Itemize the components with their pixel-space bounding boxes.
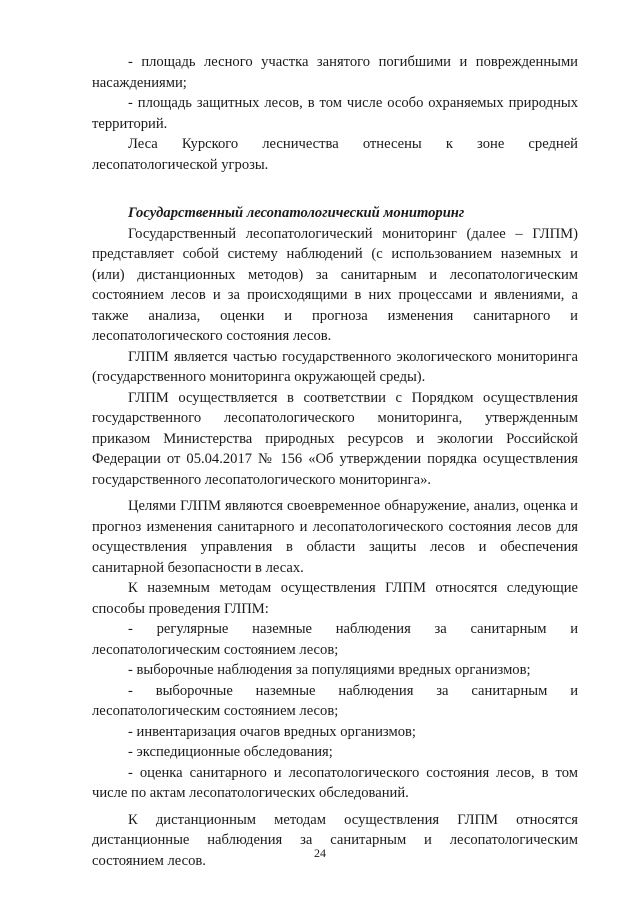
paragraph-remote-methods: К дистанционным методам осуществления ГЛПМ относятся дистанционные наблюдения за санитарным и лесопатологическим состоянием лесов. (92, 811, 578, 869)
list-item: - регулярные наземные наблюдения за санитарным и лесопатологическим состоянием лесов; (92, 621, 578, 658)
page-number: 24 (314, 846, 326, 860)
paragraph-glpm-definition: Государственный лесопатологический мониторинг (далее – ГЛПМ) представляет собой систему наблюдений (с использованием наземных и (или) дистанционных методов) за санитарным и лесопатологическим состоянием лесов и за происходящими в них процессами и явлениями, а также анализа, оценки и прогноза изменения санитарного и лесопатологического состояния лесов. (92, 225, 578, 344)
paragraph-threat-zone: Леса Курского лесничества отнесены к зоне средней лесопатологической угрозы. (92, 136, 578, 173)
list-item: - выборочные наблюдения за популяциями вредных организмов; (128, 662, 531, 678)
paragraph-glpm-goals: Целями ГЛПМ являются своевременное обнаружение, анализ, оценка и прогноз изменения санитарного и лесопатологического состояния лесов для осуществления управления в области защиты лесов и обеспечения санитарной безопасности в лесах. (92, 498, 578, 576)
list-item: - выборочные наземные наблюдения за санитарным и лесопатологическим состоянием лесов; (92, 682, 578, 719)
paragraph-glpm-part-of: ГЛПМ является частью государственного экологического мониторинга (государственного мониторинга окружающей среды). (92, 348, 578, 385)
section-heading: Государственный лесопатологический мониторинг (128, 205, 465, 221)
paragraph-protective-forests: - площадь защитных лесов, в том числе особо охраняемых природных территорий. (92, 95, 578, 132)
paragraph-glpm-order: ГЛПМ осуществляется в соответствии с Порядком осуществления государственного лесопатологического мониторинга, утвержденным приказом Министерства природных ресурсов и экологии Российской Федерации от 05.04.2017 № 156 «Об утверждении порядка осуществления государственного лесопатологического мониторинга». (92, 389, 578, 488)
list-item: - экспедиционные обследования; (128, 744, 333, 760)
list-item: - инвентаризация очагов вредных организмов; (128, 723, 416, 740)
paragraph-ground-methods: К наземным методам осуществления ГЛПМ относятся следующие способы проведения ГЛПМ: (92, 580, 578, 617)
list-item: - оценка санитарного и лесопатологического состояния лесов, в том числе по актам лесопатологических обследований. (92, 764, 578, 801)
paragraph-forest-area-dead: - площадь лесного участка занятого погибшими и поврежденными насаждениями; (92, 54, 578, 91)
